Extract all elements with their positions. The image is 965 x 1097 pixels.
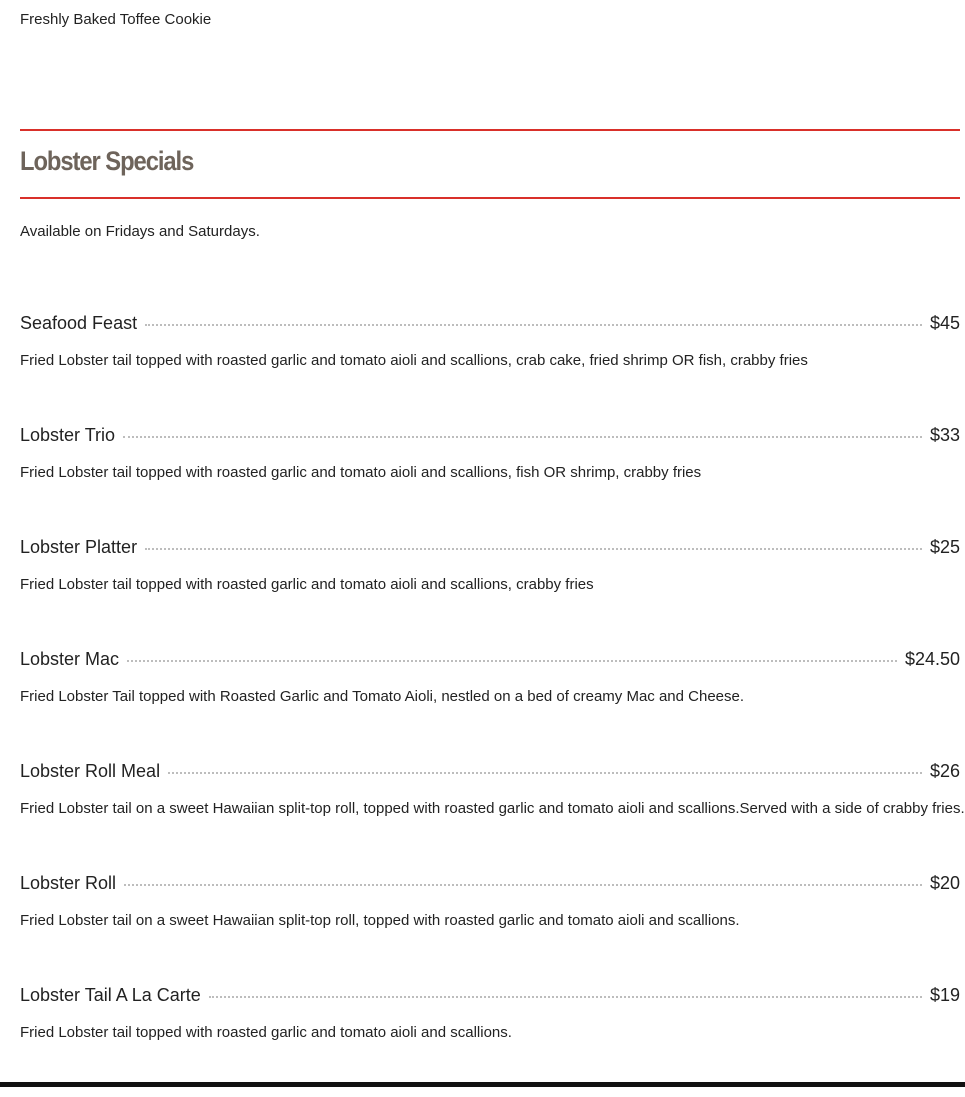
menu-item-description: Fried Lobster tail on a sweet Hawaiian split-top roll, topped with roasted garlic and tomato aioli and scallions.Served with a side of crabby fries. (20, 800, 965, 817)
menu-item-description: Fried Lobster tail topped with roasted garlic and tomato aioli and scallions, crabby fries (20, 576, 594, 593)
menu-item (20, 985, 960, 1097)
menu-item-name: Lobster Tail A La Carte (20, 985, 201, 1005)
menu-item (20, 649, 960, 761)
menu-item-name: Lobster Roll (20, 873, 117, 893)
menu-item-description: Fried Lobster tail topped with roasted garlic and tomato aioli and scallions, crab cake, fried shrimp OR fish, crabby fries (20, 352, 808, 369)
menu-item-name: Lobster Platter (20, 537, 138, 557)
menu-item-price: $33 (929, 425, 960, 445)
menu-item-header (20, 873, 960, 899)
bottom-bar (0, 1082, 965, 1087)
menu-item-price: $45 (929, 313, 960, 333)
menu-item-description: Fried Lobster tail topped with roasted garlic and tomato aioli and scallions, fish OR shrimp, crabby fries (20, 464, 702, 481)
menu-item (20, 313, 960, 425)
menu-item-name: Seafood Feast (20, 313, 138, 333)
menu-item (20, 761, 965, 873)
dotted-leader (123, 436, 922, 438)
section-divider-bottom (20, 197, 960, 199)
dotted-leader (145, 548, 922, 550)
menu-item-price: $19 (929, 985, 960, 1005)
dotted-leader (124, 884, 922, 886)
menu-item-header (20, 649, 960, 675)
menu-item-header (20, 313, 960, 339)
menu-item-list (20, 313, 965, 1097)
menu-item-header (20, 425, 960, 451)
dotted-leader (145, 324, 922, 326)
menu-item-description: Fried Lobster tail on a sweet Hawaiian split-top roll, topped with roasted garlic and tomato aioli and scallions. (20, 912, 740, 929)
dotted-leader (209, 996, 922, 998)
section-divider-top (20, 129, 960, 131)
menu-item-description: Fried Lobster tail topped with roasted garlic and tomato aioli and scallions. (20, 1024, 512, 1041)
menu-item-price: $24.50 (904, 649, 960, 669)
menu-item-name: Lobster Trio (20, 425, 116, 445)
menu-item-name: Lobster Roll Meal (20, 761, 161, 781)
menu-item (20, 425, 960, 537)
menu-item-header (20, 761, 960, 787)
menu-item (20, 537, 960, 649)
menu-item-header (20, 985, 960, 1011)
section-note: Available on Fridays and Saturdays. (20, 223, 260, 240)
menu-item-price: $26 (929, 761, 960, 781)
menu-item-price: $25 (929, 537, 960, 557)
menu-item-price: $20 (929, 873, 960, 893)
section-title: Lobster Specials (20, 146, 194, 176)
menu-item (20, 873, 960, 985)
menu-item-name: Lobster Mac (20, 649, 120, 669)
previous-section-item: Freshly Baked Toffee Cookie (20, 11, 212, 28)
dotted-leader (168, 772, 922, 774)
dotted-leader (127, 660, 897, 662)
menu-item-description: Fried Lobster Tail topped with Roasted Garlic and Tomato Aioli, nestled on a bed of creamy Mac and Cheese. (20, 688, 745, 705)
menu-item-header (20, 537, 960, 563)
